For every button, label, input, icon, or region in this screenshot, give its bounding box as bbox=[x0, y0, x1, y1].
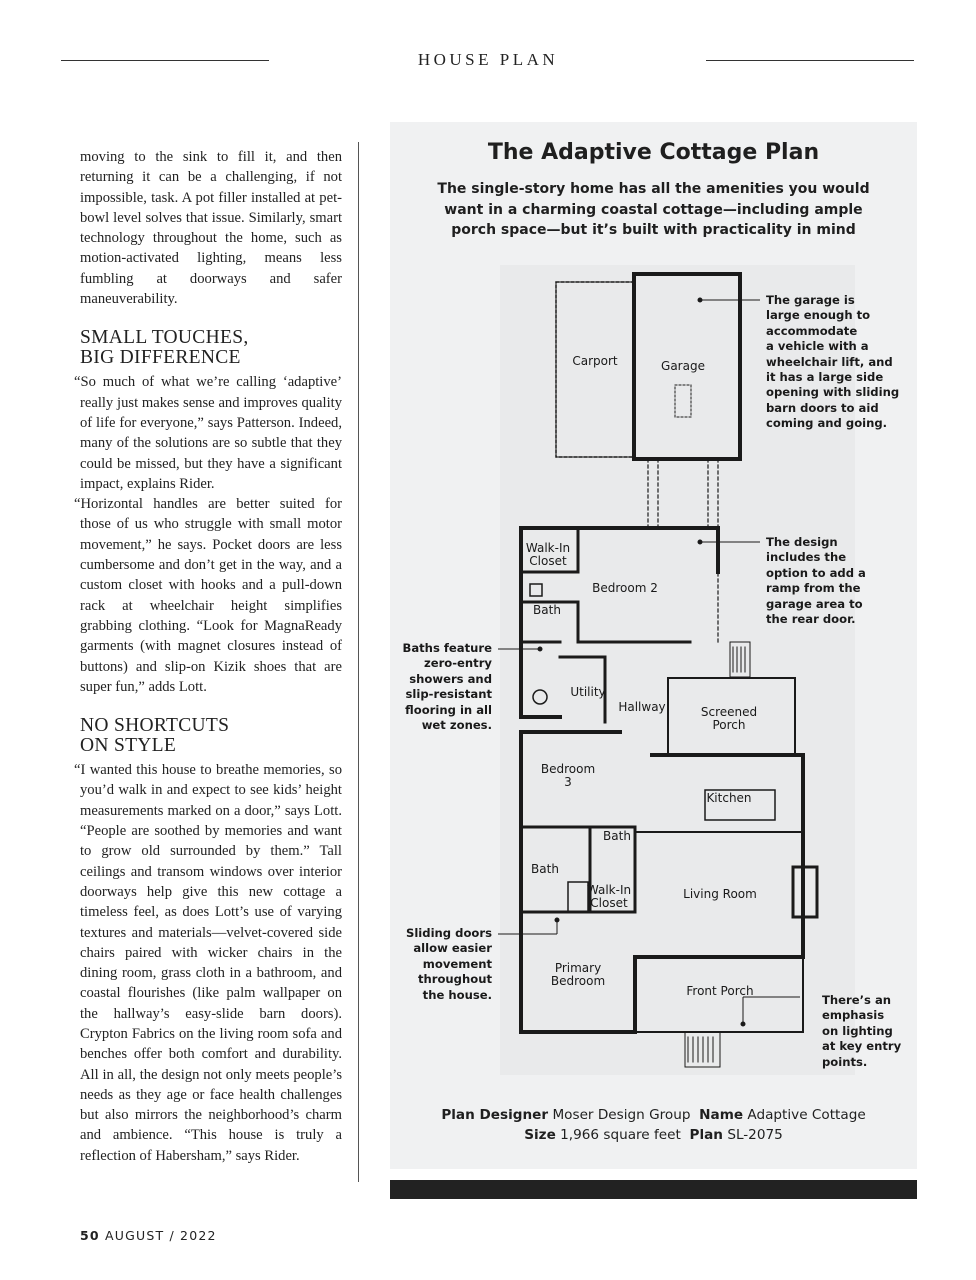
callout-line: garage area to bbox=[766, 596, 863, 611]
callout-line: ramp from the bbox=[766, 581, 861, 596]
article-paragraph: “So much of what we’re calling ‘adaptive’ really just makes sense and improves quality of life for everyone,” says Patterson. Indeed, many of the solutions are so subtle that they could be missed, but they have a significant impact, explains Rider. bbox=[74, 374, 342, 492]
room-label-garage: Garage bbox=[661, 359, 705, 373]
room-label-bedroom-2: Bedroom 2 bbox=[592, 581, 658, 595]
callout-line: wet zones. bbox=[421, 718, 492, 733]
sidebar-title: The Adaptive Cottage Plan bbox=[487, 140, 820, 165]
callout-sliding-doors bbox=[398, 926, 492, 1003]
credit-label: Plan bbox=[689, 1127, 723, 1143]
callout-line: on lighting bbox=[822, 1023, 893, 1038]
room-label-screened-porch-a: Screened bbox=[700, 705, 758, 719]
credit-label: Name bbox=[699, 1107, 744, 1123]
callout-line: at key entry bbox=[822, 1039, 902, 1054]
article-paragraph: “I wanted this house to breathe memories, so you’d walk in and expect to see kids’ height measurements marked on a door,” says Lott. “People are soothed by memories and want to grow old surrounded by them.” Tall ceilings and transom windows over interior doorways help give this new cottage a timeless feel, as does Lott’s use of varying textures and materials—velvet-covered side chairs paired with wicker chairs in the dining room, grass cloth in a bathroom, and coastal flourishes (like palm wallpaper on the hallway’s easy-slide barn doors). Crypton Fabrics on the living room sofa and benches offer both comfort and durability. All in all, the design not only meets people’s needs as they age or face health challenges but also mirrors the neighborhood’s charm and ambience. “This house is truly a reflection of Habersham,” says Rider. bbox=[74, 762, 342, 1164]
room-label-living-room: Living Room bbox=[683, 887, 757, 901]
room-label-bedroom-3a: Bedroom bbox=[540, 762, 596, 776]
credit-size: 1,966 square feet bbox=[560, 1127, 681, 1143]
callout-line: a vehicle with a bbox=[766, 339, 869, 354]
credit-label: Plan Designer bbox=[441, 1107, 549, 1123]
plan-credits bbox=[390, 1105, 917, 1145]
callout-line: The garage is bbox=[766, 293, 855, 307]
callout-line: showers and bbox=[409, 671, 492, 686]
room-label-bedroom-3b: 3 bbox=[564, 775, 572, 789]
callout-line: barn doors to aid bbox=[766, 400, 879, 415]
footer-bar bbox=[390, 1180, 917, 1199]
room-label-bath-1: Bath bbox=[533, 603, 561, 617]
page-folio bbox=[80, 1228, 217, 1243]
callout-line: points. bbox=[822, 1054, 868, 1069]
callout-line: flooring in all bbox=[405, 702, 492, 717]
floor-plan-sidebar bbox=[390, 122, 917, 1169]
callout-line: coming and going. bbox=[766, 416, 888, 431]
subheading-no-shortcuts bbox=[80, 716, 342, 756]
room-label-bath-2: Bath bbox=[603, 829, 631, 843]
callout-line: The design bbox=[766, 535, 838, 549]
room-label-hallway: Hallway bbox=[618, 700, 666, 714]
callout-line: slip-resistant bbox=[405, 687, 492, 702]
callout-line: large enough to bbox=[766, 308, 871, 323]
credit-plan-number: SL-2075 bbox=[727, 1127, 783, 1143]
callout-ramp bbox=[766, 535, 866, 627]
header-rule-right bbox=[706, 60, 914, 61]
callout-garage bbox=[766, 293, 899, 432]
callout-line: Sliding doors bbox=[405, 926, 492, 940]
callout-line: movement bbox=[422, 956, 492, 971]
callout-line: it has a large side bbox=[766, 370, 884, 385]
callout-baths bbox=[398, 641, 492, 733]
room-label-utility: Utility bbox=[570, 685, 606, 699]
room-label-walkin-closet-1b: Closet bbox=[529, 554, 567, 568]
credit-plan-name: Adaptive Cottage bbox=[747, 1107, 866, 1123]
room-label-screened-porch-b: Porch bbox=[712, 718, 746, 732]
article-paragraph: moving to the sink to fill it, and then returning it can be a challenging, if not impossible, task. A pot filler installed at pet-bowl level solves that issue. Similarly, smart technology throughout the home, such as motion-activated lighting, means less fumbling at doorways and safer maneuverability. bbox=[80, 149, 342, 308]
callout-line: throughout bbox=[417, 972, 492, 987]
callout-line: accommodate bbox=[766, 323, 858, 338]
callout-line: emphasis bbox=[822, 1008, 885, 1023]
article-paragraph: “Horizontal handles are better suited for those of us who struggle with small motor movement,” he says. Pocket doors are less cumbersome and don’t get in the way, and a custom closet with hooks and a pull-down rack at wheelchair height simplifies grabbing clothing. “Look for MagnaReady garments (with magnet closures instead of buttons) and slip-on Kizik shoes that are super fun,” adds Lott. bbox=[74, 496, 342, 695]
callout-line: allow easier bbox=[413, 941, 492, 956]
callout-line: includes the bbox=[766, 550, 847, 565]
credit-designer: Moser Design Group bbox=[552, 1107, 691, 1123]
page-number: 50 bbox=[80, 1228, 100, 1243]
room-label-bath-3: Bath bbox=[531, 862, 559, 876]
subheading-line: NO SHORTCUTS bbox=[80, 715, 230, 737]
callout-line: opening with sliding bbox=[766, 385, 900, 400]
room-label-walkin-closet-2a: Walk-In bbox=[586, 883, 632, 897]
room-label-carport: Carport bbox=[572, 354, 618, 368]
room-label-walkin-closet-2b: Closet bbox=[590, 896, 628, 910]
room-label-primary-bedroom-a: Primary bbox=[554, 961, 602, 975]
callout-line: option to add a bbox=[766, 565, 866, 580]
issue-date: AUGUST / 2022 bbox=[104, 1228, 217, 1243]
callout-line: the house. bbox=[422, 987, 492, 1002]
article-column bbox=[74, 147, 342, 1166]
callout-line: wheelchair lift, and bbox=[766, 354, 893, 369]
credit-label: Size bbox=[524, 1127, 556, 1143]
callout-line: zero-entry bbox=[423, 656, 492, 671]
callout-line: There’s an bbox=[822, 993, 892, 1007]
subheading-line: BIG DIFFERENCE bbox=[80, 347, 241, 369]
room-label-walkin-closet-1a: Walk-In bbox=[525, 541, 571, 555]
room-label-front-porch: Front Porch bbox=[686, 984, 754, 998]
room-label-primary-bedroom-b: Bedroom bbox=[550, 974, 606, 988]
subheading-line: SMALL TOUCHES, bbox=[80, 327, 249, 349]
sidebar-subtitle: The single-story home has all the amenities you would want in a charming coastal cottage—including ample porch space—but it’s built with practicality in mind bbox=[437, 181, 870, 238]
section-label: HOUSE PLAN bbox=[417, 50, 559, 69]
callout-lighting bbox=[822, 993, 901, 1070]
room-label-kitchen: Kitchen bbox=[706, 791, 752, 805]
callout-line: the rear door. bbox=[766, 612, 856, 627]
subheading-line: ON STYLE bbox=[80, 735, 177, 757]
callout-line: Baths feature bbox=[402, 641, 492, 655]
column-divider bbox=[358, 142, 359, 1182]
subheading-small-touches bbox=[80, 328, 342, 368]
